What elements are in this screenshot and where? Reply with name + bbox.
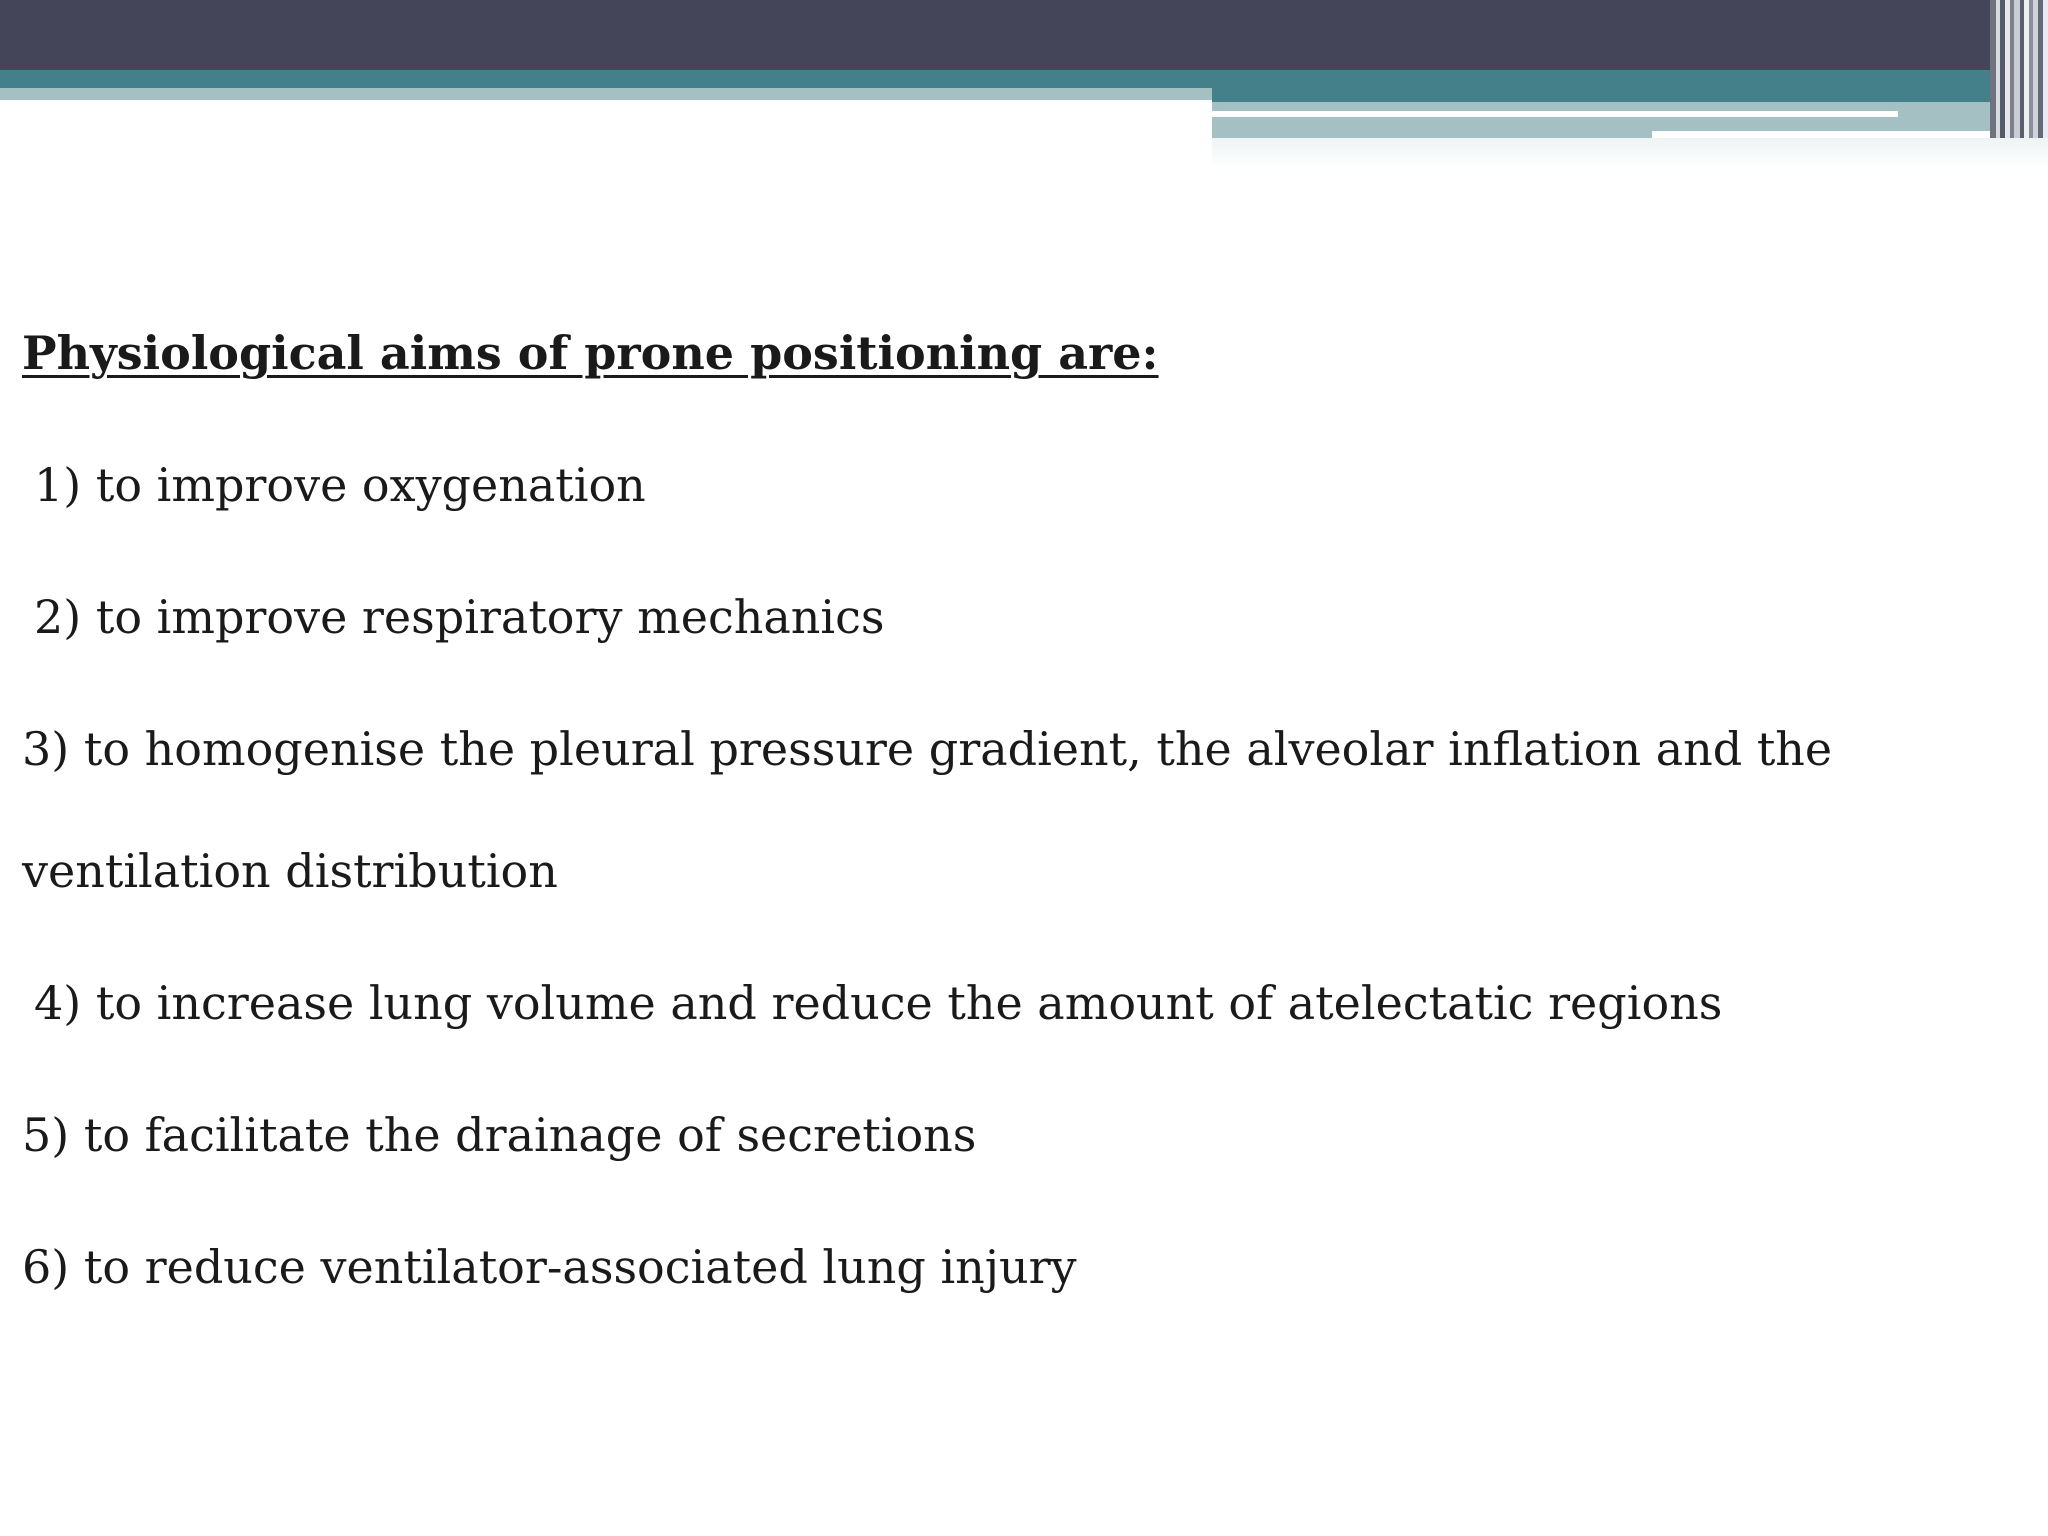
aim-item-5: 5) to facilitate the drainage of secretions xyxy=(22,1108,977,1162)
aim-item-2: 2) to improve respiratory mechanics xyxy=(34,590,885,644)
header-fade xyxy=(1212,138,2048,168)
aim-item-1: 1) to improve oxygenation xyxy=(34,458,646,512)
header-white-stripe xyxy=(1212,111,1898,117)
header-band-teal-right xyxy=(1212,88,2048,102)
aim-item-6: 6) to reduce ventilator-associated lung injury xyxy=(22,1240,1077,1294)
header-band-light-left xyxy=(0,88,1212,100)
aim-item-4: 4) to increase lung volume and reduce the amount of atelectatic regions xyxy=(34,976,1723,1030)
header-white-step xyxy=(1652,131,2048,138)
slide-content xyxy=(22,322,2022,1368)
slide-heading: Physiological aims of prone positioning are: xyxy=(22,326,1159,380)
aim-item-3: 3) to homogenise the pleural pressure gradient, the alveolar inflation and the ventilation distribution xyxy=(22,722,1833,898)
header-band-teal xyxy=(0,70,2048,88)
header-vertical-stripes xyxy=(1990,0,2048,138)
header-band-dark xyxy=(0,0,2048,70)
